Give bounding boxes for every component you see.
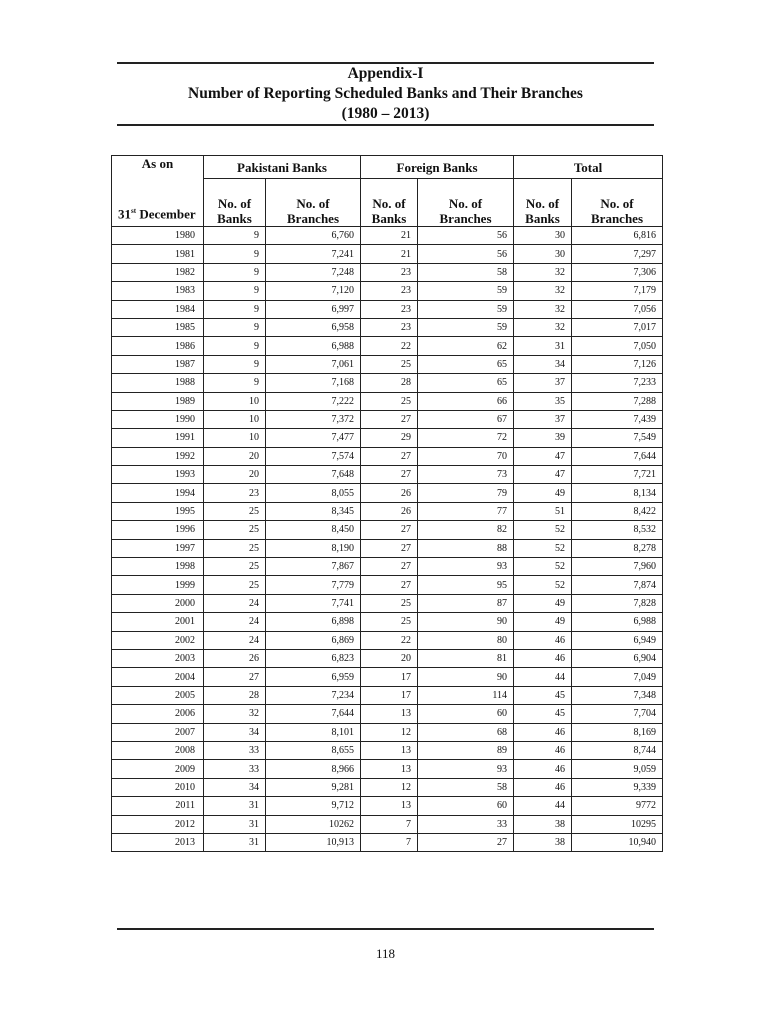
pk-branches-cell: 7,644 <box>266 705 361 723</box>
pk-branches-cell: 6,988 <box>266 337 361 355</box>
table-row <box>112 282 663 300</box>
table-row <box>112 245 663 263</box>
total-branches-cell: 6,988 <box>572 613 663 631</box>
pk-banks-cell: 31 <box>204 797 266 815</box>
pk-banks-cell: 10 <box>204 410 266 428</box>
fb-branches-cell: 66 <box>418 392 514 410</box>
fb-branches-cell: 95 <box>418 576 514 594</box>
total-banks-cell: 38 <box>514 815 572 833</box>
total-branches-cell: 7,828 <box>572 594 663 612</box>
pk-banks-cell: 31 <box>204 815 266 833</box>
pk-banks-cell: 9 <box>204 263 266 281</box>
total-branches-cell: 8,278 <box>572 539 663 557</box>
pk-banks-cell: 10 <box>204 429 266 447</box>
fb-banks-cell: 23 <box>361 300 418 318</box>
fb-banks-cell: 21 <box>361 227 418 245</box>
date-label: 31st December <box>118 206 196 222</box>
pk-branches-cell: 8,101 <box>266 723 361 741</box>
table-row <box>112 521 663 539</box>
table-row <box>112 797 663 815</box>
fb-branches-cell: 72 <box>418 429 514 447</box>
year-cell: 1989 <box>112 392 204 410</box>
pk-branches-cell: 6,760 <box>266 227 361 245</box>
pk-banks-cell: 24 <box>204 613 266 631</box>
pk-branches-cell: 7,241 <box>266 245 361 263</box>
appendix-label: Appendix-I <box>347 65 424 82</box>
table-row <box>112 815 663 833</box>
total-banks-cell: 39 <box>514 429 572 447</box>
total-branches-cell: 7,348 <box>572 686 663 704</box>
table-row <box>112 318 663 336</box>
year-cell: 1996 <box>112 521 204 539</box>
fb-branches-cell: 59 <box>418 318 514 336</box>
pk-banks-cell: 25 <box>204 558 266 576</box>
table-row <box>112 300 663 318</box>
fb-branches-cell: 90 <box>418 668 514 686</box>
pk-banks-cell: 25 <box>204 576 266 594</box>
fb-banks-cell: 27 <box>361 576 418 594</box>
col-header-banks: No. of Banks <box>514 179 572 227</box>
total-branches-cell: 8,422 <box>572 502 663 520</box>
fb-branches-cell: 67 <box>418 410 514 428</box>
total-branches-cell: 7,049 <box>572 668 663 686</box>
fb-branches-cell: 58 <box>418 263 514 281</box>
pk-banks-cell: 24 <box>204 631 266 649</box>
pk-banks-cell: 9 <box>204 245 266 263</box>
pk-banks-cell: 27 <box>204 668 266 686</box>
year-cell: 2006 <box>112 705 204 723</box>
year-cell: 2001 <box>112 613 204 631</box>
total-branches-cell: 9,059 <box>572 760 663 778</box>
fb-branches-cell: 65 <box>418 355 514 373</box>
table-row <box>112 668 663 686</box>
pk-branches-cell: 7,648 <box>266 466 361 484</box>
year-cell: 2009 <box>112 760 204 778</box>
fb-banks-cell: 21 <box>361 245 418 263</box>
fb-branches-cell: 58 <box>418 778 514 796</box>
col-header-branches: No. of Branches <box>572 179 663 227</box>
pk-branches-cell: 7,234 <box>266 686 361 704</box>
year-cell: 1992 <box>112 447 204 465</box>
pk-banks-cell: 9 <box>204 227 266 245</box>
fb-banks-cell: 26 <box>361 502 418 520</box>
total-banks-cell: 46 <box>514 760 572 778</box>
year-cell: 2005 <box>112 686 204 704</box>
total-banks-cell: 45 <box>514 686 572 704</box>
year-cell: 1997 <box>112 539 204 557</box>
fb-branches-cell: 80 <box>418 631 514 649</box>
year-cell: 2007 <box>112 723 204 741</box>
pk-banks-cell: 34 <box>204 723 266 741</box>
table-row <box>112 447 663 465</box>
year-cell: 2008 <box>112 741 204 759</box>
year-cell: 2004 <box>112 668 204 686</box>
total-banks-cell: 30 <box>514 245 572 263</box>
total-branches-cell: 8,744 <box>572 741 663 759</box>
table-row <box>112 502 663 520</box>
year-cell: 1999 <box>112 576 204 594</box>
total-branches-cell: 6,949 <box>572 631 663 649</box>
total-banks-cell: 37 <box>514 374 572 392</box>
fb-branches-cell: 62 <box>418 337 514 355</box>
year-range: (1980 – 2013) <box>341 105 430 122</box>
fb-banks-cell: 27 <box>361 521 418 539</box>
year-cell: 1980 <box>112 227 204 245</box>
fb-banks-cell: 27 <box>361 410 418 428</box>
footer-rule <box>117 928 654 930</box>
fb-banks-cell: 12 <box>361 723 418 741</box>
year-cell: 1982 <box>112 263 204 281</box>
pk-branches-cell: 9,712 <box>266 797 361 815</box>
year-cell: 1987 <box>112 355 204 373</box>
total-banks-cell: 32 <box>514 282 572 300</box>
total-banks-cell: 44 <box>514 668 572 686</box>
pk-banks-cell: 25 <box>204 521 266 539</box>
year-cell: 1986 <box>112 337 204 355</box>
total-banks-cell: 35 <box>514 392 572 410</box>
group-header-foreign: Foreign Banks <box>361 156 514 179</box>
total-branches-cell: 7,874 <box>572 576 663 594</box>
pk-banks-cell: 9 <box>204 300 266 318</box>
fb-branches-cell: 79 <box>418 484 514 502</box>
pk-banks-cell: 33 <box>204 760 266 778</box>
pk-branches-cell: 8,450 <box>266 521 361 539</box>
pk-branches-cell: 6,997 <box>266 300 361 318</box>
fb-banks-cell: 25 <box>361 392 418 410</box>
total-branches-cell: 7,126 <box>572 355 663 373</box>
table-row <box>112 558 663 576</box>
year-cell: 2003 <box>112 649 204 667</box>
pk-banks-cell: 20 <box>204 447 266 465</box>
total-banks-cell: 44 <box>514 797 572 815</box>
total-banks-cell: 30 <box>514 227 572 245</box>
table-row <box>112 686 663 704</box>
year-cell: 2012 <box>112 815 204 833</box>
pk-branches-cell: 8,190 <box>266 539 361 557</box>
fb-branches-cell: 73 <box>418 466 514 484</box>
col-header-banks: No. of Banks <box>361 179 418 227</box>
pk-branches-cell: 7,779 <box>266 576 361 594</box>
fb-banks-cell: 13 <box>361 741 418 759</box>
table-row <box>112 484 663 502</box>
fb-branches-cell: 68 <box>418 723 514 741</box>
table-row <box>112 741 663 759</box>
pk-banks-cell: 9 <box>204 355 266 373</box>
total-banks-cell: 32 <box>514 318 572 336</box>
year-cell: 1981 <box>112 245 204 263</box>
pk-branches-cell: 8,655 <box>266 741 361 759</box>
fb-branches-cell: 93 <box>418 760 514 778</box>
total-branches-cell: 7,288 <box>572 392 663 410</box>
table-row <box>112 374 663 392</box>
title-block <box>117 64 654 124</box>
total-banks-cell: 37 <box>514 410 572 428</box>
fb-branches-cell: 60 <box>418 797 514 815</box>
fb-banks-cell: 23 <box>361 318 418 336</box>
total-banks-cell: 32 <box>514 263 572 281</box>
year-cell: 1990 <box>112 410 204 428</box>
total-branches-cell: 7,721 <box>572 466 663 484</box>
fb-banks-cell: 25 <box>361 613 418 631</box>
year-cell: 1998 <box>112 558 204 576</box>
fb-branches-cell: 59 <box>418 282 514 300</box>
total-branches-cell: 8,134 <box>572 484 663 502</box>
year-cell: 1991 <box>112 429 204 447</box>
total-banks-cell: 31 <box>514 337 572 355</box>
total-branches-cell: 7,439 <box>572 410 663 428</box>
pk-branches-cell: 10,913 <box>266 833 361 851</box>
total-branches-cell: 7,179 <box>572 282 663 300</box>
table-row <box>112 613 663 631</box>
pk-branches-cell: 8,966 <box>266 760 361 778</box>
fb-banks-cell: 27 <box>361 539 418 557</box>
total-banks-cell: 38 <box>514 833 572 851</box>
table-row <box>112 337 663 355</box>
fb-branches-cell: 59 <box>418 300 514 318</box>
as-on-header <box>112 156 204 227</box>
table-body <box>112 227 663 852</box>
col-header-banks: No. of Banks <box>204 179 266 227</box>
pk-branches-cell: 9,281 <box>266 778 361 796</box>
total-banks-cell: 47 <box>514 466 572 484</box>
fb-branches-cell: 90 <box>418 613 514 631</box>
fb-banks-cell: 25 <box>361 355 418 373</box>
fb-banks-cell: 17 <box>361 668 418 686</box>
fb-branches-cell: 33 <box>418 815 514 833</box>
total-branches-cell: 7,050 <box>572 337 663 355</box>
fb-branches-cell: 81 <box>418 649 514 667</box>
pk-banks-cell: 25 <box>204 502 266 520</box>
total-branches-cell: 10,940 <box>572 833 663 851</box>
table-row <box>112 576 663 594</box>
total-branches-cell: 9,339 <box>572 778 663 796</box>
fb-banks-cell: 23 <box>361 263 418 281</box>
fb-banks-cell: 27 <box>361 447 418 465</box>
pk-banks-cell: 9 <box>204 318 266 336</box>
table-row <box>112 760 663 778</box>
pk-branches-cell: 7,168 <box>266 374 361 392</box>
total-branches-cell: 10295 <box>572 815 663 833</box>
fb-banks-cell: 13 <box>361 705 418 723</box>
year-cell: 2000 <box>112 594 204 612</box>
table-row <box>112 410 663 428</box>
col-header-branches: No. of Branches <box>266 179 361 227</box>
fb-banks-cell: 26 <box>361 484 418 502</box>
pk-branches-cell: 6,869 <box>266 631 361 649</box>
fb-branches-cell: 56 <box>418 245 514 263</box>
fb-branches-cell: 77 <box>418 502 514 520</box>
fb-branches-cell: 114 <box>418 686 514 704</box>
total-banks-cell: 52 <box>514 576 572 594</box>
total-banks-cell: 34 <box>514 355 572 373</box>
table-row <box>112 392 663 410</box>
total-branches-cell: 7,306 <box>572 263 663 281</box>
total-branches-cell: 7,549 <box>572 429 663 447</box>
pk-banks-cell: 26 <box>204 649 266 667</box>
pk-banks-cell: 9 <box>204 374 266 392</box>
fb-banks-cell: 12 <box>361 778 418 796</box>
fb-branches-cell: 93 <box>418 558 514 576</box>
group-header-pakistani: Pakistani Banks <box>204 156 361 179</box>
pk-branches-cell: 8,345 <box>266 502 361 520</box>
total-branches-cell: 6,904 <box>572 649 663 667</box>
year-cell: 1988 <box>112 374 204 392</box>
total-branches-cell: 7,056 <box>572 300 663 318</box>
year-cell: 2011 <box>112 797 204 815</box>
pk-branches-cell: 7,061 <box>266 355 361 373</box>
fb-branches-cell: 88 <box>418 539 514 557</box>
pk-banks-cell: 9 <box>204 282 266 300</box>
fb-banks-cell: 29 <box>361 429 418 447</box>
table-row <box>112 466 663 484</box>
year-cell: 1985 <box>112 318 204 336</box>
total-banks-cell: 46 <box>514 631 572 649</box>
total-banks-cell: 52 <box>514 539 572 557</box>
pk-banks-cell: 34 <box>204 778 266 796</box>
year-cell: 2013 <box>112 833 204 851</box>
pk-branches-cell: 7,477 <box>266 429 361 447</box>
fb-banks-cell: 17 <box>361 686 418 704</box>
fb-banks-cell: 27 <box>361 466 418 484</box>
total-banks-cell: 51 <box>514 502 572 520</box>
fb-banks-cell: 13 <box>361 797 418 815</box>
fb-branches-cell: 60 <box>418 705 514 723</box>
table-row <box>112 429 663 447</box>
total-banks-cell: 49 <box>514 594 572 612</box>
year-cell: 1994 <box>112 484 204 502</box>
year-cell: 1983 <box>112 282 204 300</box>
total-branches-cell: 6,816 <box>572 227 663 245</box>
fb-banks-cell: 7 <box>361 815 418 833</box>
as-on-label: As on <box>141 156 174 171</box>
pk-branches-cell: 7,372 <box>266 410 361 428</box>
pk-banks-cell: 25 <box>204 539 266 557</box>
table-row <box>112 649 663 667</box>
total-banks-cell: 52 <box>514 558 572 576</box>
fb-banks-cell: 25 <box>361 594 418 612</box>
pk-branches-cell: 6,959 <box>266 668 361 686</box>
fb-banks-cell: 20 <box>361 649 418 667</box>
year-cell: 2010 <box>112 778 204 796</box>
pk-branches-cell: 7,120 <box>266 282 361 300</box>
pk-branches-cell: 7,741 <box>266 594 361 612</box>
table-row <box>112 833 663 851</box>
total-banks-cell: 52 <box>514 521 572 539</box>
fb-banks-cell: 22 <box>361 631 418 649</box>
total-branches-cell: 7,704 <box>572 705 663 723</box>
pk-banks-cell: 31 <box>204 833 266 851</box>
fb-banks-cell: 13 <box>361 760 418 778</box>
total-banks-cell: 47 <box>514 447 572 465</box>
total-branches-cell: 7,017 <box>572 318 663 336</box>
total-banks-cell: 46 <box>514 741 572 759</box>
pk-branches-cell: 6,823 <box>266 649 361 667</box>
total-branches-cell: 8,169 <box>572 723 663 741</box>
fb-branches-cell: 56 <box>418 227 514 245</box>
year-cell: 1984 <box>112 300 204 318</box>
pk-branches-cell: 7,867 <box>266 558 361 576</box>
col-header-branches: No. of Branches <box>418 179 514 227</box>
table-row <box>112 723 663 741</box>
pk-branches-cell: 10262 <box>266 815 361 833</box>
fb-branches-cell: 65 <box>418 374 514 392</box>
title-bottom-rule <box>117 124 654 126</box>
banks-table <box>111 155 663 852</box>
total-branches-cell: 7,297 <box>572 245 663 263</box>
fb-branches-cell: 82 <box>418 521 514 539</box>
total-branches-cell: 7,960 <box>572 558 663 576</box>
fb-branches-cell: 27 <box>418 833 514 851</box>
total-banks-cell: 49 <box>514 613 572 631</box>
table-row <box>112 631 663 649</box>
fb-banks-cell: 27 <box>361 558 418 576</box>
total-banks-cell: 46 <box>514 649 572 667</box>
table-row <box>112 539 663 557</box>
total-branches-cell: 7,644 <box>572 447 663 465</box>
total-banks-cell: 49 <box>514 484 572 502</box>
total-banks-cell: 46 <box>514 778 572 796</box>
pk-branches-cell: 8,055 <box>266 484 361 502</box>
table-row <box>112 705 663 723</box>
pk-banks-cell: 33 <box>204 741 266 759</box>
table-row <box>112 778 663 796</box>
total-banks-cell: 45 <box>514 705 572 723</box>
fb-banks-cell: 7 <box>361 833 418 851</box>
pk-banks-cell: 24 <box>204 594 266 612</box>
table-row <box>112 227 663 245</box>
table-row <box>112 355 663 373</box>
pk-banks-cell: 10 <box>204 392 266 410</box>
pk-banks-cell: 20 <box>204 466 266 484</box>
pk-branches-cell: 7,222 <box>266 392 361 410</box>
group-header-total: Total <box>514 156 663 179</box>
table-row <box>112 594 663 612</box>
fb-branches-cell: 87 <box>418 594 514 612</box>
pk-branches-cell: 6,898 <box>266 613 361 631</box>
pk-branches-cell: 7,574 <box>266 447 361 465</box>
total-branches-cell: 7,233 <box>572 374 663 392</box>
table-row <box>112 263 663 281</box>
fb-banks-cell: 23 <box>361 282 418 300</box>
total-banks-cell: 32 <box>514 300 572 318</box>
pk-banks-cell: 28 <box>204 686 266 704</box>
page-title: Number of Reporting Scheduled Banks and Their Branches <box>188 85 583 102</box>
fb-branches-cell: 89 <box>418 741 514 759</box>
total-branches-cell: 8,532 <box>572 521 663 539</box>
pk-branches-cell: 7,248 <box>266 263 361 281</box>
fb-banks-cell: 28 <box>361 374 418 392</box>
pk-banks-cell: 9 <box>204 337 266 355</box>
year-cell: 1995 <box>112 502 204 520</box>
pk-banks-cell: 23 <box>204 484 266 502</box>
pk-banks-cell: 32 <box>204 705 266 723</box>
total-banks-cell: 46 <box>514 723 572 741</box>
fb-branches-cell: 70 <box>418 447 514 465</box>
pk-branches-cell: 6,958 <box>266 318 361 336</box>
year-cell: 2002 <box>112 631 204 649</box>
year-cell: 1993 <box>112 466 204 484</box>
total-branches-cell: 9772 <box>572 797 663 815</box>
page-number: 118 <box>375 946 396 961</box>
fb-banks-cell: 22 <box>361 337 418 355</box>
